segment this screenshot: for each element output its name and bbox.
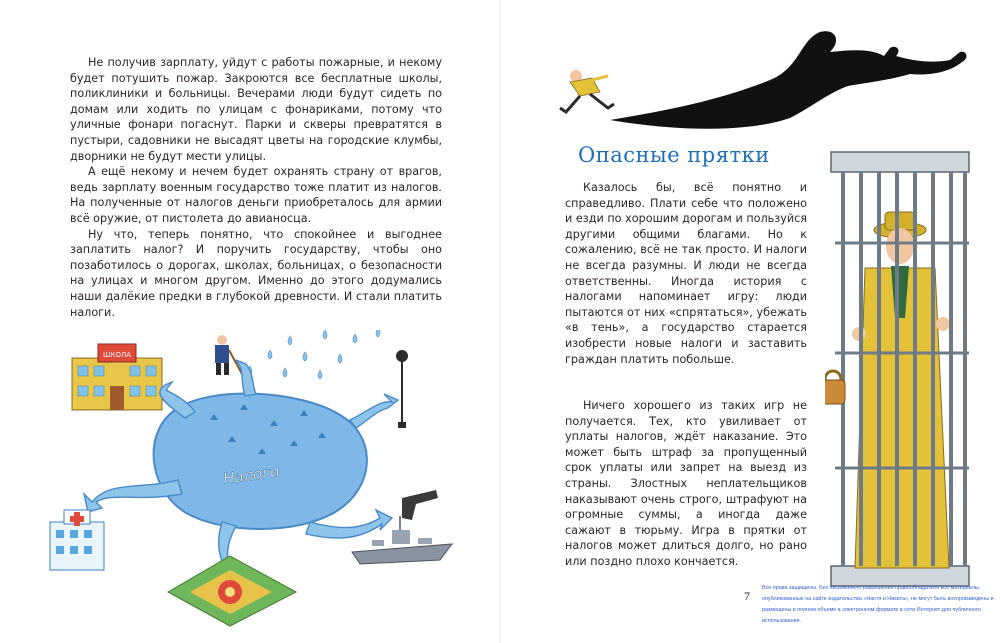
pistol (402, 490, 438, 520)
school-sign: ШКОЛА (102, 351, 132, 359)
warship (352, 516, 452, 564)
street-lamp (396, 350, 408, 428)
right-page-text-2 (565, 398, 807, 570)
school-building (72, 344, 162, 410)
man-in-coat (852, 212, 950, 568)
paragraph: Ничего хорошего из таких игр не получается. Тех, кто увиливает от уплаты налогов, ждёт наказание. Это может быть штраф за пропущенный срок уплаты или запрет на выезд из страны. Злостных неплательщиков наказывают очень строго, штрафуют на огромные суммы, а иногда даже сажают в тюрьму. Игра в прятки от налогов может длиться долго, но рано или поздно плохо кончается. (565, 399, 807, 568)
caged-man-illustration (825, 148, 975, 598)
right-page (500, 0, 1000, 643)
running-man-shadow-illustration (530, 20, 1000, 140)
taxes-illustration (0, 330, 500, 630)
janitor-figure (215, 335, 242, 375)
left-page-text (70, 55, 442, 320)
paragraph: А ещё некому и нечем будет охранять страну от врагов, ведь зарплату военным государство тоже платит из налогов. На полученные от налогов деньги приобреталось для армии всё оружие, от пистолета до авианосца. (70, 165, 442, 225)
copyright-notice: Все права защищены. Без письменного разрешения правообладателя все материалы, опубликованные на сайте издательства «Настя и Никита», не могут быть воспроизведены и размещены в полном объеме в электронном формате в сети Интернет для публичного использования. (762, 585, 994, 624)
puddle-label: Налоги (221, 462, 281, 488)
shadow (610, 31, 966, 129)
right-page-text-1 (565, 180, 807, 367)
rain-drops (248, 330, 380, 379)
flower-bed (168, 556, 296, 626)
page-title: Опасные прятки (578, 143, 770, 167)
running-man (560, 70, 614, 112)
page-number: 7 (744, 589, 750, 603)
paragraph: Ну что, теперь понятно, что спокойнее и выгоднее заплатить налог? И поручить государству, чтобы оно позаботилось о дорогах, школах, больницах, о безопасности на улицах и многом другом. Именно до этого додумались наши далёкие предки в глубокой древности. И стали платить налоги. (70, 227, 442, 319)
paragraph: Не получив зарплату, уйдут с работы пожарные, и некому будет потушить пожар. Закроются все бесплатные школы, поликлиники и больницы. Вечерами люди будут сидеть по домам или ходить по улицам с фонариками, потому что уличные фонари погаснут. Парки и скверы превратятся в пустыри, садовники не высадят цветы на городские клумбы, дворники не будут мести улицы. (70, 56, 442, 163)
paragraph: Казалось бы, всё понятно и справедливо. Плати себе что положено и езди по хорошим дорогам и пользуйся другими общими благами. Но к сожалению, всё не так просто. И налоги не всегда разумны. И люди не всегда ответственны. Иногда история с налогами напоминает игру: люди пытаются от них «спрятаться», убежать «в тень», а государство старается изобрести новые налоги и заставить граждан платить побольше. (565, 181, 807, 366)
hospital-building (50, 510, 104, 570)
